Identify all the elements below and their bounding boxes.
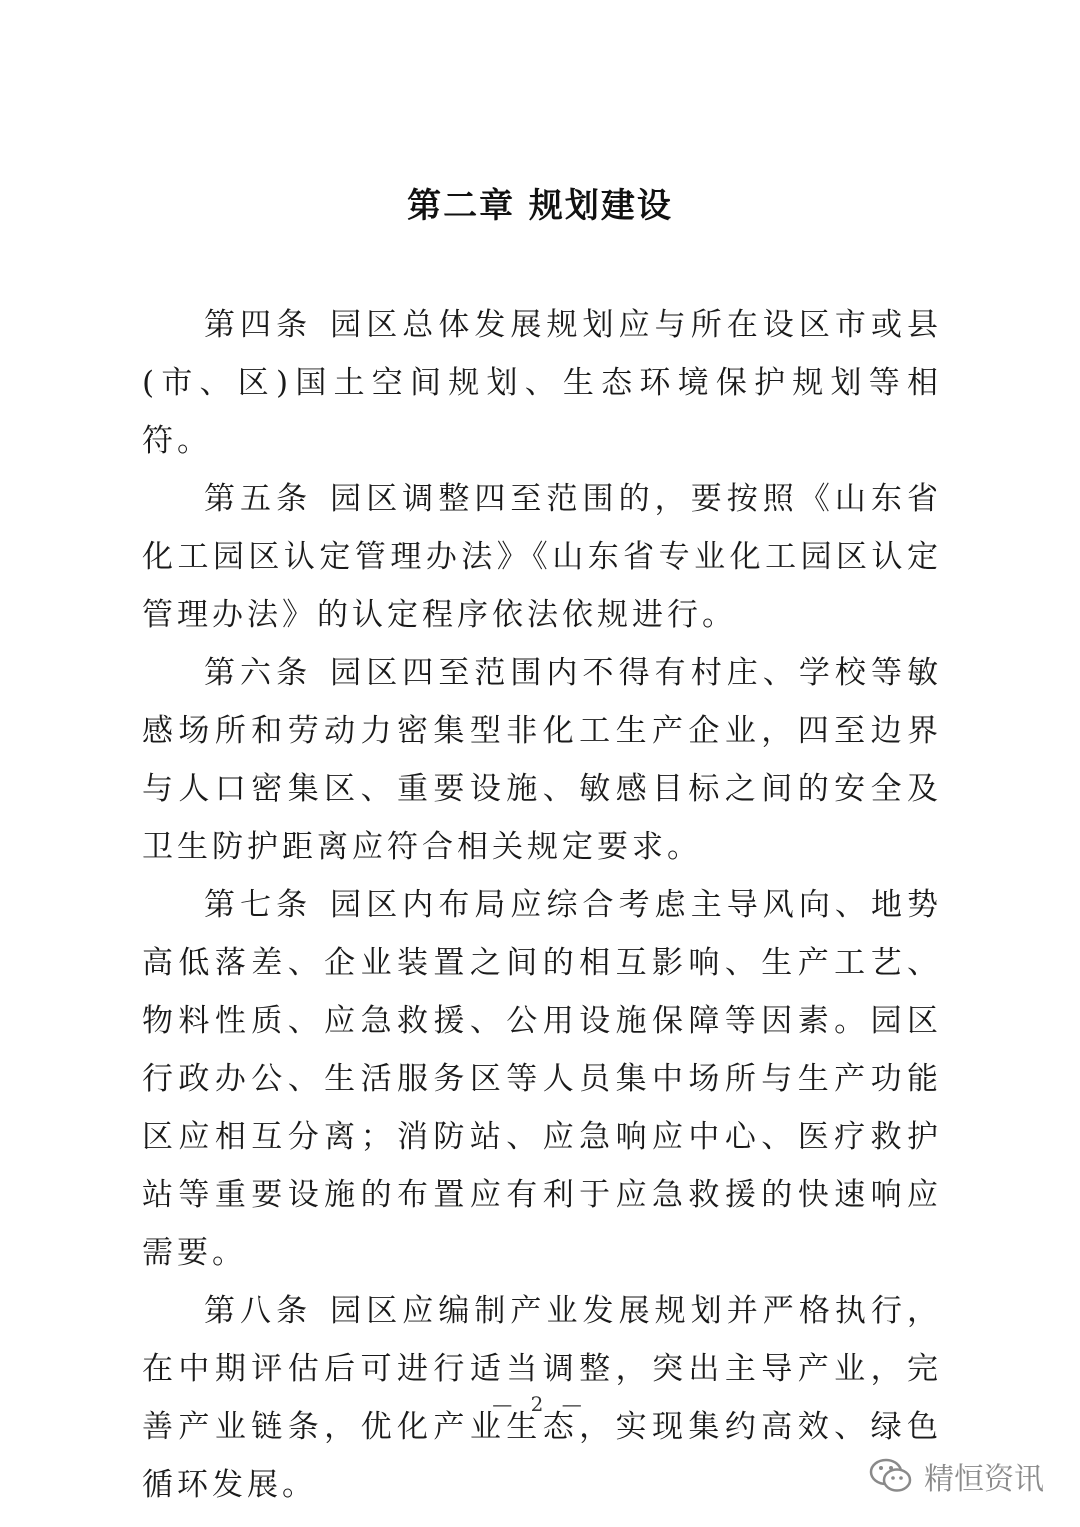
chapter-title: 第二章 规划建设	[407, 186, 673, 226]
watermark-label: 精恒资讯	[924, 1462, 1044, 1497]
article-number: 第四条	[204, 307, 313, 343]
page-number: — 2 —	[492, 1392, 588, 1416]
article-number: 第七条	[204, 887, 313, 923]
article-text: 园区调整四至范围的，要按照《山东省化工园区认定管理办法》《山东省专业化工园区认定管理办法》的认定程序依法依规进行。	[142, 481, 943, 633]
article-text: 园区应编制产业发展规划并严格执行，在中期评估后可进行适当调整，突出主导产业，完善产业链条，优化产业生态，实现集约高效、绿色循环发展。	[142, 1293, 943, 1503]
wechat-icon	[868, 1456, 914, 1496]
watermark	[868, 1454, 1044, 1498]
article-4	[142, 296, 942, 470]
article-number: 第六条	[204, 655, 313, 691]
article-6	[142, 644, 942, 876]
document-body	[142, 296, 942, 1514]
article-text: 园区总体发展规划应与所在设区市或县(市、区)国土空间规划、生态环境保护规划等相符。	[142, 307, 943, 459]
article-text: 园区内布局应综合考虑主导风向、地势高低落差、企业装置之间的相互影响、生产工艺、物料性质、应急救援、公用设施保障等因素。园区行政办公、生活服务区等人员集中场所与生产功能区应相互分离；消防站、应急响应中心、医疗救护站等重要设施的布置应有利于应急救援的快速响应需要。	[142, 887, 943, 1271]
article-5	[142, 470, 942, 644]
article-text: 园区四至范围内不得有村庄、学校等敏感场所和劳动力密集型非化工生产企业，四至边界与人口密集区、重要设施、敏感目标之间的安全及卫生防护距离应符合相关规定要求。	[142, 655, 943, 865]
article-7	[142, 876, 942, 1282]
article-number: 第八条	[204, 1293, 313, 1329]
article-number: 第五条	[204, 481, 313, 517]
